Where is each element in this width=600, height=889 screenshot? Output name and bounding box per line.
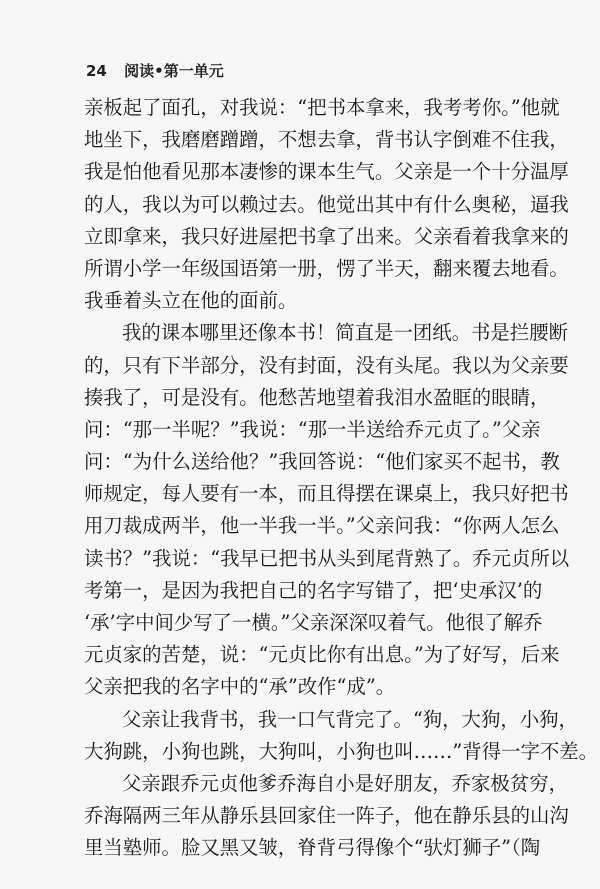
text-line: 我是怕他看见那本凄惨的课本生气。父亲是一个十分温厚	[84, 160, 569, 184]
text-line: 地坐下，我磨磨蹭蹭，不想去拿，背书认字倒难不住我，	[84, 128, 569, 152]
section-title: 阅读•第一单元	[124, 62, 224, 80]
text-line: 考第一，是因为我把自己的名字写错了，把‘史承汉’的	[84, 578, 543, 602]
text-line: 立即拿来，我只好进屋把书拿了出来。父亲看着我拿来的	[84, 224, 569, 248]
text-line: 的，只有下半部分，没有封面，没有头尾。我以为父亲要	[84, 353, 569, 377]
text-line: 里当塾师。脸又黑又皱，脊背弓得像个“驮灯狮子”（陶	[84, 836, 541, 860]
text-line: 所谓小学一年级国语第一册，愣了半天，翻来覆去地看。	[84, 256, 569, 280]
text-line: ‘承’字中间少写了一横。”父亲深深叹着气。他很了解乔	[84, 611, 543, 634]
text-line: 乔海隔两三年从静乐县回家住一阵子，他在静乐县的山沟	[84, 804, 569, 828]
text-line: 问：“为什么送给他？”我回答说：“他们家买不起书，教	[84, 450, 560, 474]
text-line: 我垂着头立在他的面前。	[84, 289, 298, 313]
page-number: 24	[86, 62, 107, 80]
text-line: 读书？”我说：“我早已把书从头到尾背熟了。乔元贞所以	[84, 546, 570, 570]
text-line: 父亲把我的名字中的“承”改作“成”。	[84, 675, 396, 699]
paragraph-start-line: 父亲跟乔元贞他爹乔海自小是好朋友，乔家极贫穷，	[122, 771, 568, 795]
text-line: 的人，我以为可以赖过去。他觉出其中有什么奥秘，逼我	[84, 192, 569, 216]
text-line: 亲板起了面孔，对我说：“把书本拿来，我考考你。”他就	[84, 96, 560, 119]
text-line: 大狗跳，小狗也跳，大狗叫，小狗也叫……”背得一字不差。	[84, 739, 599, 763]
body-text	[84, 92, 599, 865]
paragraph-start-line: 父亲让我背书，我一口气背完了。“狗，大狗，小狗，	[122, 707, 578, 731]
text-line: 元贞家的苦楚，说：“元贞比你有出息。”为了好写，后来	[84, 643, 560, 667]
text-line: 师规定，每人要有一本，而且得摆在课桌上，我只好把书	[84, 482, 569, 506]
page-header	[86, 60, 224, 81]
text-line: 用刀裁成两半，他一半我一半。”父亲问我：“你两人怎么	[84, 514, 560, 538]
paragraph-start-line: 我的课本哪里还像本书！简直是一团纸。书是拦腰断	[122, 321, 568, 345]
text-line: 问：“那一半呢？”我说：“那一半送给乔元贞了。”父亲	[84, 417, 541, 441]
text-line: 揍我了，可是没有。他愁苦地望着我泪水盈眶的眼睛，	[84, 385, 550, 409]
